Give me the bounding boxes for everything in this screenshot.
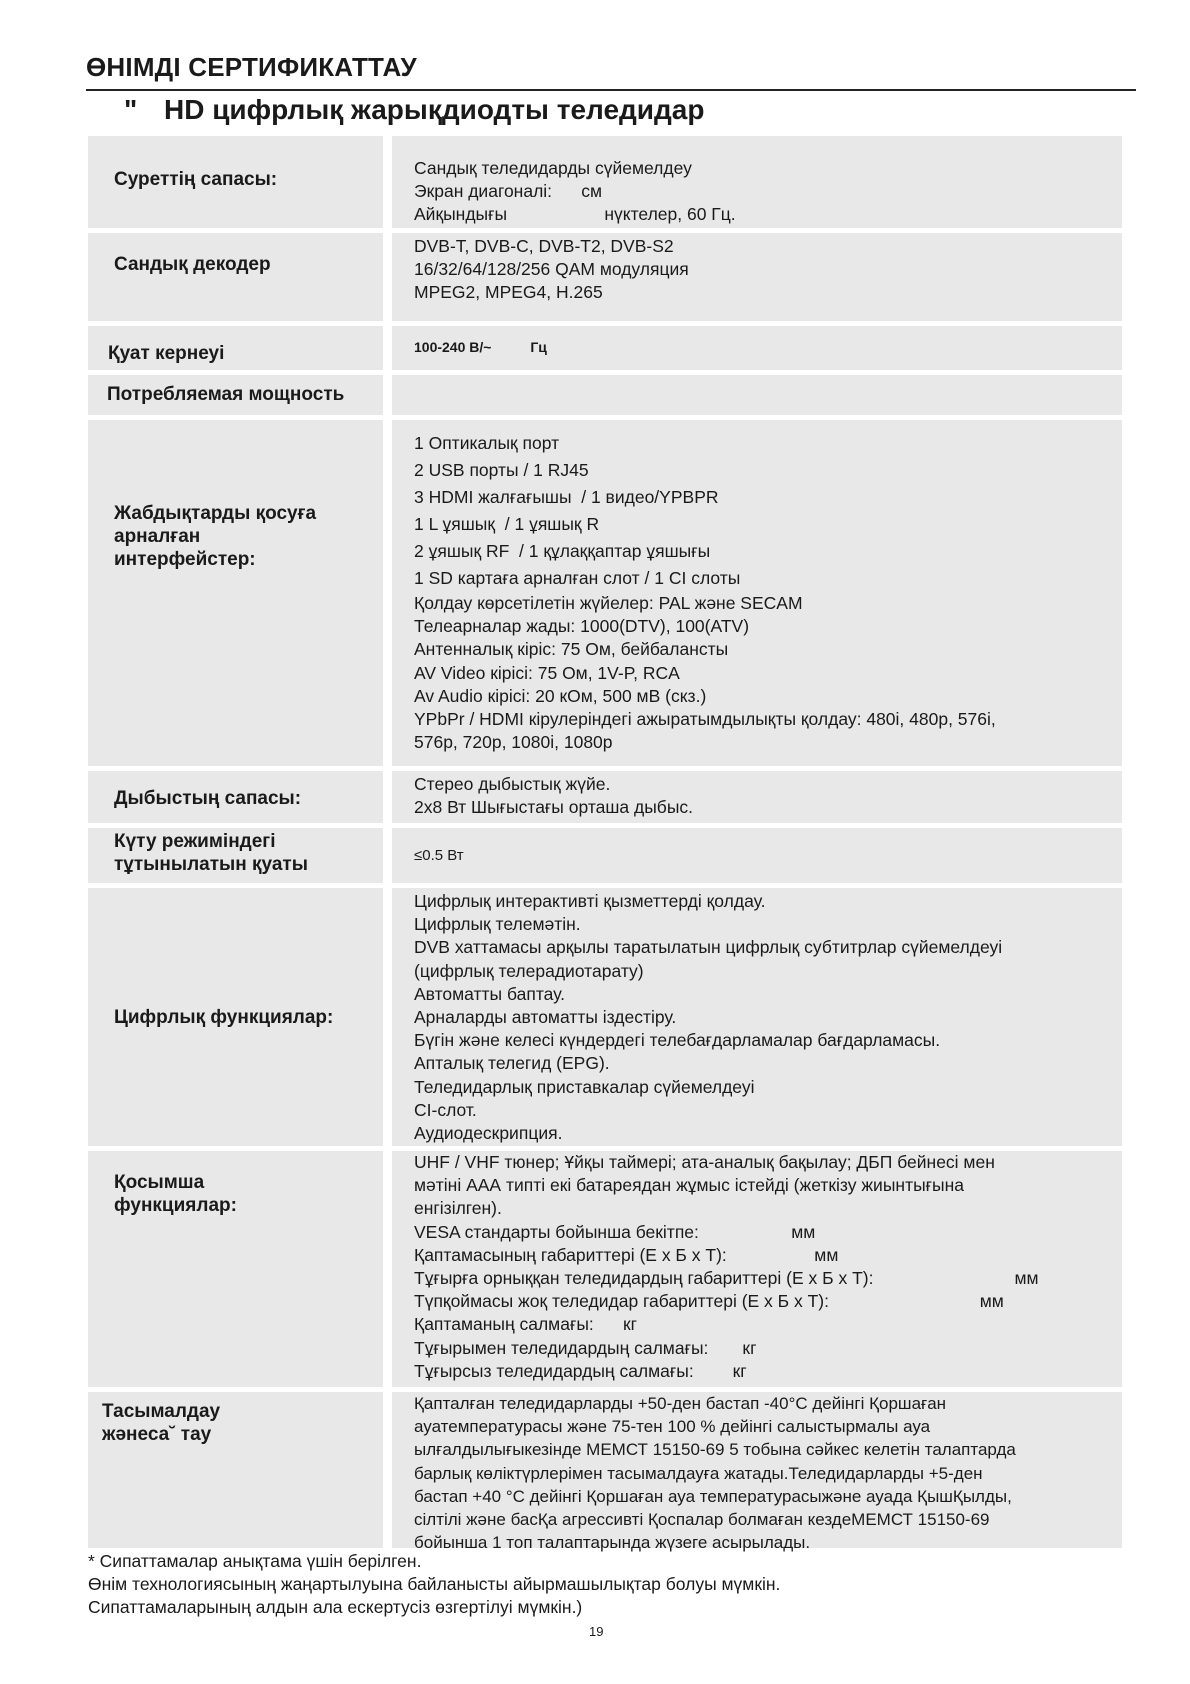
page-number: 19: [589, 1624, 604, 1639]
spec-line: Тұғырсыз теледидардың салмағы: кг: [414, 1360, 747, 1381]
spec-line: 1 SD картаға арналған слот / 1 CI слоты: [414, 568, 741, 588]
spec-line: сілтілі және басҚа агрессивті Қоспалар болмаған кездеМЕМСТ 15150-69: [414, 1510, 990, 1530]
spec-line: барлық көліктүрлерімен тасымалдауға жатады.Теледидарларды +5-ден: [414, 1463, 983, 1483]
spec-line: Цифрлық интерактивті қызметтерді қолдау.: [414, 891, 766, 911]
spec-row-digital: [88, 888, 1122, 1146]
spec-label-line: интерфейстер:: [114, 549, 256, 570]
subtitle-text: HD цифрлық жарықдиодты теледидар: [164, 94, 705, 125]
spec-label: Потребляемая мощность: [88, 375, 383, 415]
spec-line: Цифрлық телемәтін.: [414, 914, 581, 935]
spec-label: Цифрлық функциялар:: [88, 888, 383, 1146]
spec-line: MPEG2, MPEG4, H.265: [414, 282, 603, 303]
spec-line: 1 L ұяшық / 1 ұяшық R: [414, 514, 600, 534]
spec-line: VESA стандарты бойынша бекітпе: мм: [414, 1221, 816, 1242]
spec-line: 2 ұяшық RF / 1 құлаққаптар ұяшығы: [414, 541, 711, 561]
spec-line: ≤0.5 Вт: [414, 847, 464, 864]
spec-row-voltage: [88, 326, 1122, 370]
spec-value: [392, 136, 1122, 228]
spec-line: 100-240 В/~ Гц: [414, 339, 547, 355]
footer-note: Өнім технологиясының жаңартылуына байланысты айырмашылықтар болуы мүмкін.: [88, 1574, 781, 1594]
spec-value: [392, 233, 1122, 321]
spec-row-picture: [88, 136, 1122, 228]
spec-line: 2 USB порты / 1 RJ45: [414, 460, 589, 480]
spec-value: [392, 828, 1122, 883]
spec-label: [88, 420, 383, 766]
spec-line: (цифрлық телерадиотарату): [414, 960, 644, 981]
spec-line: 3 HDMI жалғағышы / 1 видео/YPBPR: [414, 487, 719, 507]
spec-line: Арналарды автоматты іздестіру.: [414, 1007, 677, 1028]
spec-label: Қуат кернеуі: [88, 326, 383, 370]
spec-line: Автоматты баптау.: [414, 983, 566, 1004]
spec-line: Теледидарлық приставкалар сүйемелдеуі: [414, 1076, 755, 1097]
spec-value: [392, 1392, 1122, 1553]
subtitle-mark: ": [124, 94, 138, 125]
spec-line: Түпқоймасы жоқ теледидар габариттері (Е х Б х Т): мм: [414, 1291, 1004, 1312]
spec-line: 16/32/64/128/256 QAM модуляция: [414, 259, 689, 280]
footer-note: Сипаттамаларының алдын ала ескертусіз өзгертілуі мүмкін.): [88, 1597, 583, 1617]
spec-label: [88, 828, 383, 883]
spec-line: Стерео дыбыстық жүйе.: [414, 774, 611, 794]
spec-row-standby: [88, 828, 1122, 883]
spec-value: [392, 771, 1122, 823]
page-title: ӨНІМДІ СЕРТИФИКАТТАУ: [86, 52, 417, 82]
spec-line: енгізілген).: [414, 1198, 502, 1219]
spec-line: 576p, 720p, 1080i, 1080p: [414, 732, 613, 753]
spec-row-additional: [88, 1151, 1122, 1387]
spec-line: 1 Оптикалық порт: [414, 433, 560, 453]
spec-line: Қолдау көрсетілетін жүйелер: PAL және SECAM: [414, 593, 803, 613]
spec-label-line: тұтынылатын қуаты: [114, 854, 308, 875]
spec-value: [392, 326, 1122, 370]
spec-line: Экран диагоналі: см: [414, 181, 602, 202]
spec-value: [392, 1151, 1122, 1387]
spec-label-line: функциялар:: [114, 1195, 237, 1216]
spec-value: [392, 420, 1122, 766]
spec-line: бойынша 1 топ талаптарында жүзеге асырылады.: [414, 1533, 811, 1553]
spec-row-sound: [88, 771, 1122, 823]
spec-line: ауатемпературасы және 75-тен 100 % дейінгі салыстырмалы ауа: [414, 1417, 931, 1437]
spec-row-power: [88, 375, 1122, 415]
spec-line: Бүгін және келесі күндердегі телебағдарламалар бағдарламасы.: [414, 1030, 941, 1051]
spec-line: Қапталған теледидарларды +50-ден бастап -40°С дейінгі Қоршаған: [414, 1394, 947, 1413]
spec-line: YPbPr / HDMI кірулеріндегі ажыратымдылықты қолдау: 480i, 480p, 576i,: [414, 709, 996, 730]
spec-line: ылғалдылығыкезінде МЕМСТ 15150-69 5 тобына сәйкес келетін талаптарда: [414, 1440, 1016, 1460]
spec-label-line: Қосымша: [114, 1172, 205, 1193]
spec-line: Тұғырымен теледидардың салмағы: кг: [414, 1337, 757, 1358]
footer-note: * Сипаттамалар анықтама үшін берілген.: [88, 1551, 422, 1571]
spec-label: Сандық декодер: [88, 233, 383, 321]
spec-label: [88, 1151, 383, 1387]
spec-line: бастап +40 °С дейінгі Қоршаған ауа температурасыжәне ауада ҚышҚылды,: [414, 1486, 1012, 1506]
spec-line: CI-слот.: [414, 1099, 477, 1120]
spec-value: [392, 375, 1122, 415]
spec-row-decoder: [88, 233, 1122, 321]
spec-line: Тұғырға орныққан теледидардың габариттері (Е х Б х Т): мм: [414, 1268, 1039, 1289]
spec-line: Av Audio кірісі: 20 кОм, 500 мВ (скз.): [414, 685, 707, 706]
spec-line: Телеарналар жады: 1000(DTV), 100(ATV): [414, 616, 750, 637]
spec-label-line: Күту режиміндегі: [114, 831, 276, 852]
spec-line: DVB хаттамасы арқылы таратылатын цифрлық субтитрлар сүйемелдеуі: [414, 937, 1003, 958]
footer-notes: [88, 1550, 780, 1619]
spec-label-line: жәнеса˘ тау: [102, 1424, 212, 1445]
spec-line: Сандық теледидарды сүйемелдеу: [414, 158, 692, 178]
spec-line: AV Video кірісі: 75 Ом, 1V-P, RCA: [414, 662, 680, 683]
title-rule: [86, 89, 1136, 91]
spec-row-interfaces: [88, 420, 1122, 766]
spec-label: Дыбыстың сапасы:: [88, 771, 383, 823]
spec-line: Апталық телегид (EPG).: [414, 1053, 610, 1074]
spec-line: 2x8 Вт Шығыстағы орташа дыбыс.: [414, 797, 694, 818]
spec-label: Суреттің сапасы:: [88, 136, 383, 228]
spec-line: мәтіні ААА типті екі батареядан жұмыс істейді (жеткізу жиынтығына: [414, 1175, 965, 1196]
spec-line: Қаптамасының габариттері (Е х Б х Т): мм: [414, 1244, 839, 1265]
spec-line: Аудиодескрипция.: [414, 1123, 563, 1144]
spec-label: [88, 1392, 383, 1548]
spec-label-line: Жабдықтарды қосуға: [114, 503, 317, 524]
spec-value: [392, 888, 1122, 1146]
spec-line: DVB-T, DVB-C, DVB-T2, DVB-S2: [414, 236, 674, 256]
spec-line: Қаптаманың салмағы: кг: [414, 1314, 637, 1335]
spec-row-transport: [88, 1392, 1122, 1553]
spec-line: Айқындығы нүктелер, 60 Гц.: [414, 204, 736, 225]
spec-line: Антенналық кіріс: 75 Ом, бейбалансты: [414, 639, 729, 660]
page-subtitle: [124, 94, 704, 126]
spec-line: UHF / VHF тюнер; Ұйқы таймері; ата-аналық бақылау; ДБП бейнесі мен: [414, 1152, 995, 1172]
spec-label-line: арналған: [114, 526, 201, 547]
spec-label-line: Тасымалдау: [102, 1401, 221, 1422]
